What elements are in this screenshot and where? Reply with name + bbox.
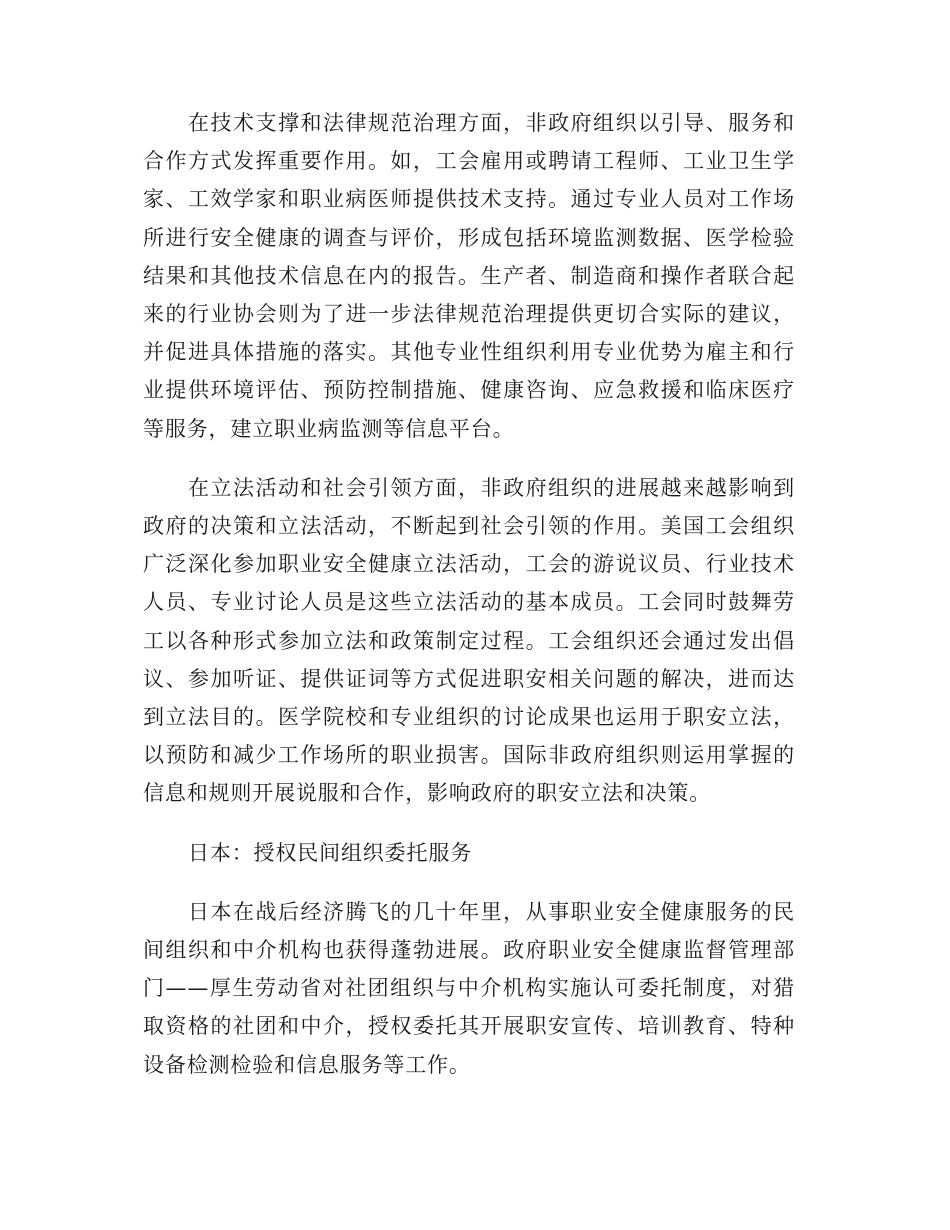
section-heading-japan: 日本：授权民间组织委托服务: [188, 840, 473, 865]
document-body: [143, 104, 795, 1105]
paragraph-technical-support: 在技术支撑和法律规范治理方面，非政府组织以引导、服务和合作方式发挥重要作用。如，工会雇用或聘请工程师、工业卫生学家、工效学家和职业病医师提供技术支持。通过专业人员对工作场所进行安全健康的调查与评价，形成包括环境监测数据、医学检验结果和其他技术信息在内的报告。生产者、制造商和操作者联合起来的行业协会则为了进一步法律规范治理提供更切合实际的建议，并促进具体措施的落实。其他专业性组织利用专业优势为雇主和行业提供环境评估、预防控制措施、健康咨询、应急救援和临床医疗等服务，建立职业病监测等信息平台。: [143, 111, 795, 441]
paragraph-japan: 日本在战后经济腾飞的几十年里，从事职业安全健康服务的民间组织和中介机构也获得蓬勃进展。政府职业安全健康监督管理部门——厚生劳动省对社团组织与中介机构实施认可委托制度，对猎取资格的社团和中介，授权委托其开展职安宣传、培训教育、特种设备检测检验和信息服务等工作。: [143, 899, 795, 1077]
paragraph-legislation: 在立法活动和社会引领方面，非政府组织的进展越来越影响到政府的决策和立法活动，不断起到社会引领的作用。美国工会组织广泛深化参加职业安全健康立法活动，工会的游说议员、行业技术人员、专业讨论人员是这些立法活动的基本成员。工会同时鼓舞劳工以各种形式参加立法和政策制定过程。工会组织还会通过发出倡议、参加听证、提供证词等方式促进职安相关问题的解决，进而达到立法目的。医学院校和专业组织的讨论成果也运用于职安立法，以预防和减少工作场所的职业损害。国际非政府组织则运用掌握的信息和规则开展说服和合作，影响政府的职安立法和决策。: [143, 475, 795, 806]
